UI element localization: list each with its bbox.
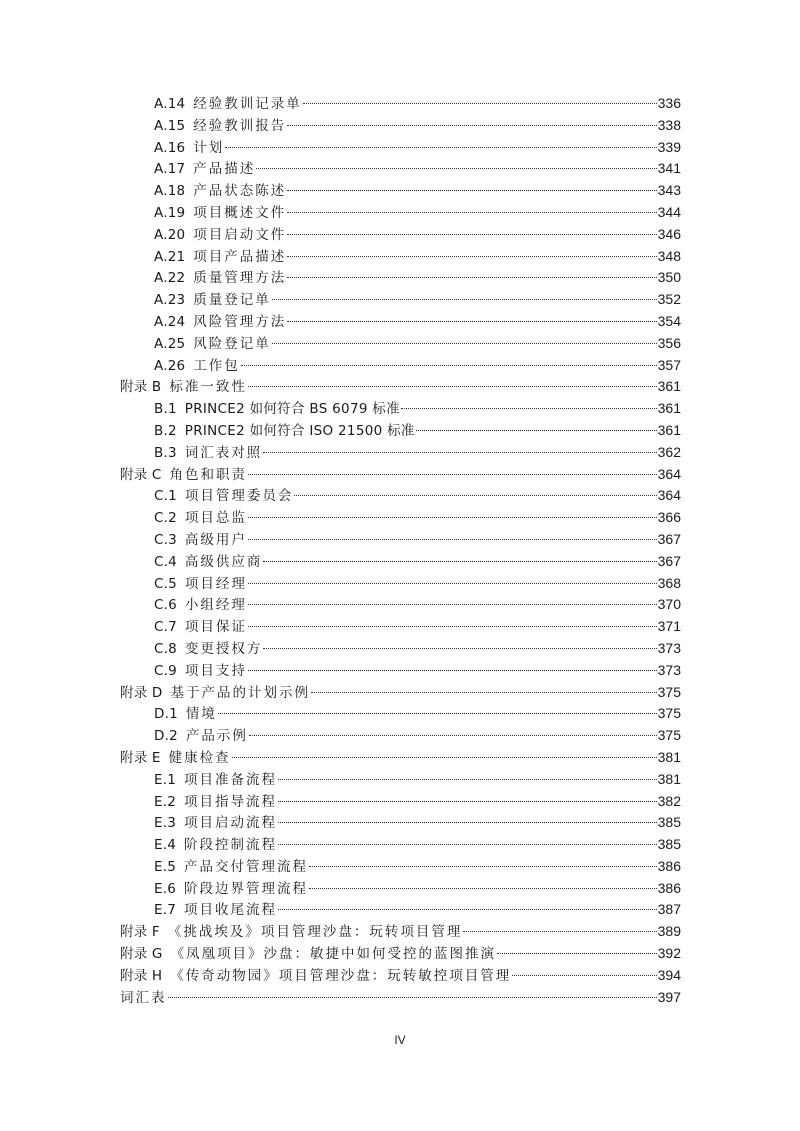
toc-entry-number: 附录 E bbox=[120, 749, 161, 766]
toc-entry-page: 375 bbox=[657, 705, 681, 722]
dot-leader bbox=[287, 234, 656, 235]
dot-leader bbox=[278, 844, 657, 845]
toc-entry-title: 《传奇动物园》项目管理沙盘：玩转敏控项目管理 bbox=[170, 967, 512, 984]
toc-section-entry[interactable] bbox=[154, 529, 681, 551]
dot-leader bbox=[278, 801, 657, 802]
toc-entry-number: C.9 bbox=[154, 662, 177, 679]
toc-section-entry[interactable] bbox=[154, 224, 681, 246]
toc-entry-page: 350 bbox=[657, 269, 681, 286]
dot-leader bbox=[272, 343, 657, 344]
toc-section-entry[interactable] bbox=[154, 573, 681, 595]
dot-leader bbox=[248, 474, 657, 475]
toc-entry-number: 附录 G bbox=[120, 946, 163, 963]
dot-leader bbox=[248, 626, 657, 627]
dot-leader bbox=[401, 408, 657, 409]
toc-entry-page: 373 bbox=[657, 639, 681, 656]
toc-entry-title: 项目准备流程 bbox=[184, 771, 278, 788]
toc-section-entry[interactable] bbox=[154, 725, 681, 747]
toc-entry-number: A.23 bbox=[154, 292, 186, 309]
toc-entry-page: 366 bbox=[657, 509, 681, 526]
toc-entry-number: E.4 bbox=[154, 837, 177, 854]
toc-entry-page: 370 bbox=[657, 596, 681, 613]
dot-leader bbox=[287, 277, 656, 278]
dot-leader bbox=[309, 888, 657, 889]
toc-entry-page: 387 bbox=[657, 901, 681, 918]
toc-entry-title: 项目启动流程 bbox=[184, 815, 278, 832]
dot-leader bbox=[278, 822, 657, 823]
dot-leader bbox=[287, 125, 656, 126]
dot-leader bbox=[248, 517, 657, 518]
toc-entry-title: 项目支持 bbox=[184, 662, 247, 679]
toc-section-entry[interactable] bbox=[154, 137, 681, 159]
toc-section-entry[interactable] bbox=[154, 202, 681, 224]
toc-entry-page: 352 bbox=[657, 291, 681, 308]
toc-entry-page: 367 bbox=[657, 530, 681, 547]
toc-entry-page: 389 bbox=[657, 923, 681, 940]
toc-entry-title: 《凤凰项目》沙盘：敏捷中如何受控的蓝图推演 bbox=[170, 946, 497, 963]
toc-entry-page: 381 bbox=[657, 770, 681, 787]
dot-leader bbox=[287, 256, 656, 257]
toc-section-entry[interactable] bbox=[154, 267, 681, 289]
page-number: IV bbox=[394, 1033, 406, 1047]
toc-entry-page: 386 bbox=[657, 879, 681, 896]
toc-entry-title: 项目概述文件 bbox=[193, 204, 287, 221]
toc-entry-number: B.2 bbox=[154, 422, 177, 439]
toc-entry-page: 344 bbox=[657, 203, 681, 220]
toc-entry-page: 368 bbox=[657, 574, 681, 591]
toc-entry-number: D.1 bbox=[154, 706, 178, 723]
dot-leader bbox=[497, 953, 657, 954]
dot-leader bbox=[416, 430, 657, 431]
toc-entry-page: 385 bbox=[657, 814, 681, 831]
toc-section-entry[interactable] bbox=[154, 638, 681, 660]
toc-section-entry[interactable] bbox=[154, 180, 681, 202]
toc-section-entry[interactable] bbox=[154, 551, 681, 573]
toc-entry-page: 385 bbox=[657, 836, 681, 853]
dot-leader bbox=[512, 975, 656, 976]
dot-leader bbox=[225, 147, 656, 148]
toc-section-entry[interactable] bbox=[154, 812, 681, 834]
toc-appendix-entry[interactable] bbox=[120, 943, 681, 965]
toc-entry-number: A.14 bbox=[154, 96, 186, 112]
toc-entry-page: 356 bbox=[657, 334, 681, 351]
toc-entry-title: 情境 bbox=[185, 706, 217, 723]
dot-leader bbox=[309, 866, 657, 867]
toc-section-entry[interactable] bbox=[154, 834, 681, 856]
toc-appendix-entry[interactable] bbox=[120, 987, 681, 1009]
dot-leader bbox=[278, 909, 657, 910]
toc-entry-number: C.8 bbox=[154, 640, 177, 657]
toc-entry-number: A.20 bbox=[154, 226, 186, 243]
toc-entry-number: B.1 bbox=[154, 401, 177, 418]
toc-entry-title: 质量管理方法 bbox=[193, 270, 287, 287]
toc-entry-number: 附录 C bbox=[120, 466, 162, 483]
toc-entry-title: 产品描述 bbox=[193, 161, 256, 178]
toc-entry-number: A.26 bbox=[154, 357, 186, 374]
toc-section-entry[interactable] bbox=[154, 899, 681, 921]
toc-entry-page: 357 bbox=[657, 356, 681, 373]
toc-entry-page: 341 bbox=[657, 160, 681, 177]
dot-leader bbox=[263, 648, 656, 649]
dot-leader bbox=[168, 997, 657, 998]
toc-entry-number: E.2 bbox=[154, 793, 177, 810]
toc-entry-title: 产品交付管理流程 bbox=[184, 858, 309, 875]
toc-entry-number: C.1 bbox=[154, 488, 177, 505]
toc-entry-page: 338 bbox=[657, 116, 681, 133]
dot-leader bbox=[248, 583, 657, 584]
toc-section-entry[interactable] bbox=[154, 158, 681, 180]
toc-entry-number: 附录 B bbox=[120, 379, 162, 396]
toc-entry-page: 346 bbox=[657, 225, 681, 242]
dot-leader bbox=[287, 190, 656, 191]
toc-entry-number: B.3 bbox=[154, 444, 177, 461]
dot-leader bbox=[248, 539, 657, 540]
toc-entry-page: 336 bbox=[657, 95, 681, 111]
toc-entry-page: 386 bbox=[657, 857, 681, 874]
toc-entry-page: 375 bbox=[657, 683, 681, 700]
dot-leader bbox=[232, 757, 657, 758]
toc-entry-page: 361 bbox=[657, 400, 681, 417]
toc-appendix-entry[interactable] bbox=[120, 747, 681, 769]
toc-entry-page: 364 bbox=[657, 465, 681, 482]
toc-section-entry[interactable] bbox=[154, 115, 681, 137]
toc-entry-number: A.16 bbox=[154, 139, 186, 156]
toc-entry-title: 质量登记单 bbox=[193, 292, 271, 309]
toc-entry-title: 经验教训记录单 bbox=[193, 96, 302, 112]
dot-leader bbox=[294, 495, 656, 496]
toc-section-entry[interactable] bbox=[154, 333, 681, 355]
toc-entry-title: 基于产品的计划示例 bbox=[170, 684, 310, 701]
toc-section-entry[interactable] bbox=[154, 791, 681, 813]
toc-appendix-entry[interactable] bbox=[120, 965, 681, 987]
toc-section-entry[interactable] bbox=[154, 594, 681, 616]
toc-entry-number: C.2 bbox=[154, 510, 177, 527]
toc-entry-page: 348 bbox=[657, 247, 681, 264]
toc-entry-title: 阶段控制流程 bbox=[184, 837, 278, 854]
toc-entry-page: 375 bbox=[657, 727, 681, 744]
toc-entry-title: 项目启动文件 bbox=[193, 226, 287, 243]
toc-entry-title: 《挑战埃及》项目管理沙盘：玩转项目管理 bbox=[167, 924, 463, 941]
dot-leader bbox=[248, 386, 657, 387]
toc-entry-title: 标准一致性 bbox=[169, 379, 247, 396]
toc-entry-number: A.17 bbox=[154, 161, 186, 178]
dot-leader bbox=[287, 321, 656, 322]
toc-entry-page: 339 bbox=[657, 138, 681, 155]
toc-entry-title: 高级用户 bbox=[184, 531, 247, 548]
toc-entry-title: 项目总监 bbox=[184, 510, 247, 527]
dot-leader bbox=[272, 299, 657, 300]
toc-entry-number: E.7 bbox=[154, 902, 177, 919]
toc-entry-number: 附录 H bbox=[120, 967, 163, 984]
toc-appendix-entry[interactable] bbox=[120, 921, 681, 943]
dot-leader bbox=[463, 931, 656, 932]
toc-entry-number: A.15 bbox=[154, 117, 186, 134]
toc-entry-title: 项目经理 bbox=[184, 575, 247, 592]
toc-entry-title: 变更授权方 bbox=[184, 640, 263, 657]
toc-entry-page: 397 bbox=[657, 988, 681, 1005]
toc-entry-number: E.5 bbox=[154, 858, 177, 875]
toc-entry-number: A.19 bbox=[154, 204, 186, 221]
dot-leader bbox=[249, 735, 657, 736]
toc-entry-title: 产品示例 bbox=[185, 728, 248, 745]
toc-entry-title: 经验教训报告 bbox=[193, 117, 287, 134]
toc-entry-number: E.3 bbox=[154, 815, 177, 832]
toc-entry-page: 343 bbox=[657, 182, 681, 199]
toc-entry-title: 词汇表 bbox=[120, 989, 167, 1006]
dot-leader bbox=[278, 779, 657, 780]
toc-entry-number: C.7 bbox=[154, 619, 177, 636]
toc-section-entry[interactable] bbox=[154, 289, 681, 311]
toc-section-entry[interactable] bbox=[154, 660, 681, 682]
toc-entry-number: D.2 bbox=[154, 728, 178, 745]
toc-section-entry[interactable] bbox=[154, 507, 681, 529]
toc-entry-number: C.6 bbox=[154, 597, 177, 614]
toc-entry-title: 小组经理 bbox=[184, 597, 247, 614]
dot-leader bbox=[248, 670, 657, 671]
toc-entry-page: 362 bbox=[657, 443, 681, 460]
toc-entry-number: A.22 bbox=[154, 270, 186, 287]
toc-entry-number: C.3 bbox=[154, 531, 177, 548]
toc-entry-number: 附录 D bbox=[120, 684, 163, 701]
toc-entry-page: 364 bbox=[657, 487, 681, 504]
toc-appendix-entry[interactable] bbox=[120, 376, 681, 398]
dot-leader bbox=[241, 365, 657, 366]
toc-section-entry[interactable] bbox=[154, 442, 681, 464]
toc-entry-title: 健康检查 bbox=[168, 749, 231, 766]
toc-section-entry[interactable] bbox=[154, 856, 681, 878]
toc-entry-number: E.1 bbox=[154, 771, 177, 788]
dot-leader bbox=[263, 561, 656, 562]
toc-entry-page: 382 bbox=[657, 792, 681, 809]
toc-entry-number: E.6 bbox=[154, 880, 177, 897]
toc-entry-page: 394 bbox=[657, 966, 681, 983]
toc-section-entry[interactable] bbox=[154, 398, 681, 420]
toc-section-entry[interactable] bbox=[154, 616, 681, 638]
toc-entry-number: A.24 bbox=[154, 313, 186, 330]
toc-entry-title: 项目产品描述 bbox=[193, 248, 287, 265]
dot-leader bbox=[218, 713, 657, 714]
toc-appendix-entry[interactable] bbox=[120, 682, 681, 704]
toc-entry-page: 367 bbox=[657, 552, 681, 569]
toc-entry-page: 392 bbox=[657, 945, 681, 962]
dot-leader bbox=[248, 604, 657, 605]
dot-leader bbox=[263, 452, 656, 453]
toc-appendix-entry[interactable] bbox=[120, 464, 681, 486]
table-of-contents bbox=[0, 93, 800, 1008]
toc-entry-page: 361 bbox=[657, 378, 681, 395]
toc-entry-title: PRINCE2 如何符合 BS 6079 标准 bbox=[184, 401, 400, 418]
toc-section-entry[interactable] bbox=[154, 311, 681, 333]
toc-entry-title: 计划 bbox=[193, 139, 225, 156]
dot-leader bbox=[256, 168, 656, 169]
toc-section-entry[interactable] bbox=[154, 485, 681, 507]
toc-entry-title: 风险管理方法 bbox=[193, 313, 287, 330]
dot-leader bbox=[311, 692, 657, 693]
toc-section-entry[interactable] bbox=[154, 93, 681, 115]
toc-entry-title: 项目保证 bbox=[184, 619, 247, 636]
toc-section-entry[interactable] bbox=[154, 878, 681, 900]
toc-entry-page: 373 bbox=[657, 661, 681, 678]
toc-entry-number: C.4 bbox=[154, 553, 177, 570]
dot-leader bbox=[287, 212, 656, 213]
toc-entry-title: 词汇表对照 bbox=[184, 444, 263, 461]
toc-entry-page: 354 bbox=[657, 312, 681, 329]
toc-entry-number: A.25 bbox=[154, 335, 186, 352]
toc-entry-title: 阶段边界管理流程 bbox=[184, 880, 309, 897]
toc-section-entry[interactable] bbox=[154, 355, 681, 377]
dot-leader bbox=[303, 103, 657, 104]
toc-entry-number: C.5 bbox=[154, 575, 177, 592]
toc-entry-title: 产品状态陈述 bbox=[193, 183, 287, 200]
toc-entry-page: 361 bbox=[657, 421, 681, 438]
toc-entry-page: 381 bbox=[657, 748, 681, 765]
toc-entry-title: 项目收尾流程 bbox=[184, 902, 278, 919]
toc-entry-number: A.21 bbox=[154, 248, 186, 265]
toc-entry-title: 风险登记单 bbox=[193, 335, 271, 352]
toc-section-entry[interactable] bbox=[154, 420, 681, 442]
toc-section-entry[interactable] bbox=[154, 703, 681, 725]
toc-entry-title: 项目指导流程 bbox=[184, 793, 278, 810]
toc-section-entry[interactable] bbox=[154, 769, 681, 791]
toc-entry-title: 角色和职责 bbox=[169, 466, 248, 483]
toc-entry-page: 371 bbox=[657, 618, 681, 635]
toc-entry-number: 附录 F bbox=[120, 924, 160, 941]
toc-entry-number: A.18 bbox=[154, 183, 186, 200]
toc-entry-title: PRINCE2 如何符合 ISO 21500 标准 bbox=[184, 422, 415, 439]
toc-entry-title: 工作包 bbox=[193, 357, 240, 374]
toc-entry-title: 项目管理委员会 bbox=[184, 488, 294, 505]
toc-entry-title: 高级供应商 bbox=[184, 553, 263, 570]
toc-section-entry[interactable] bbox=[154, 246, 681, 268]
